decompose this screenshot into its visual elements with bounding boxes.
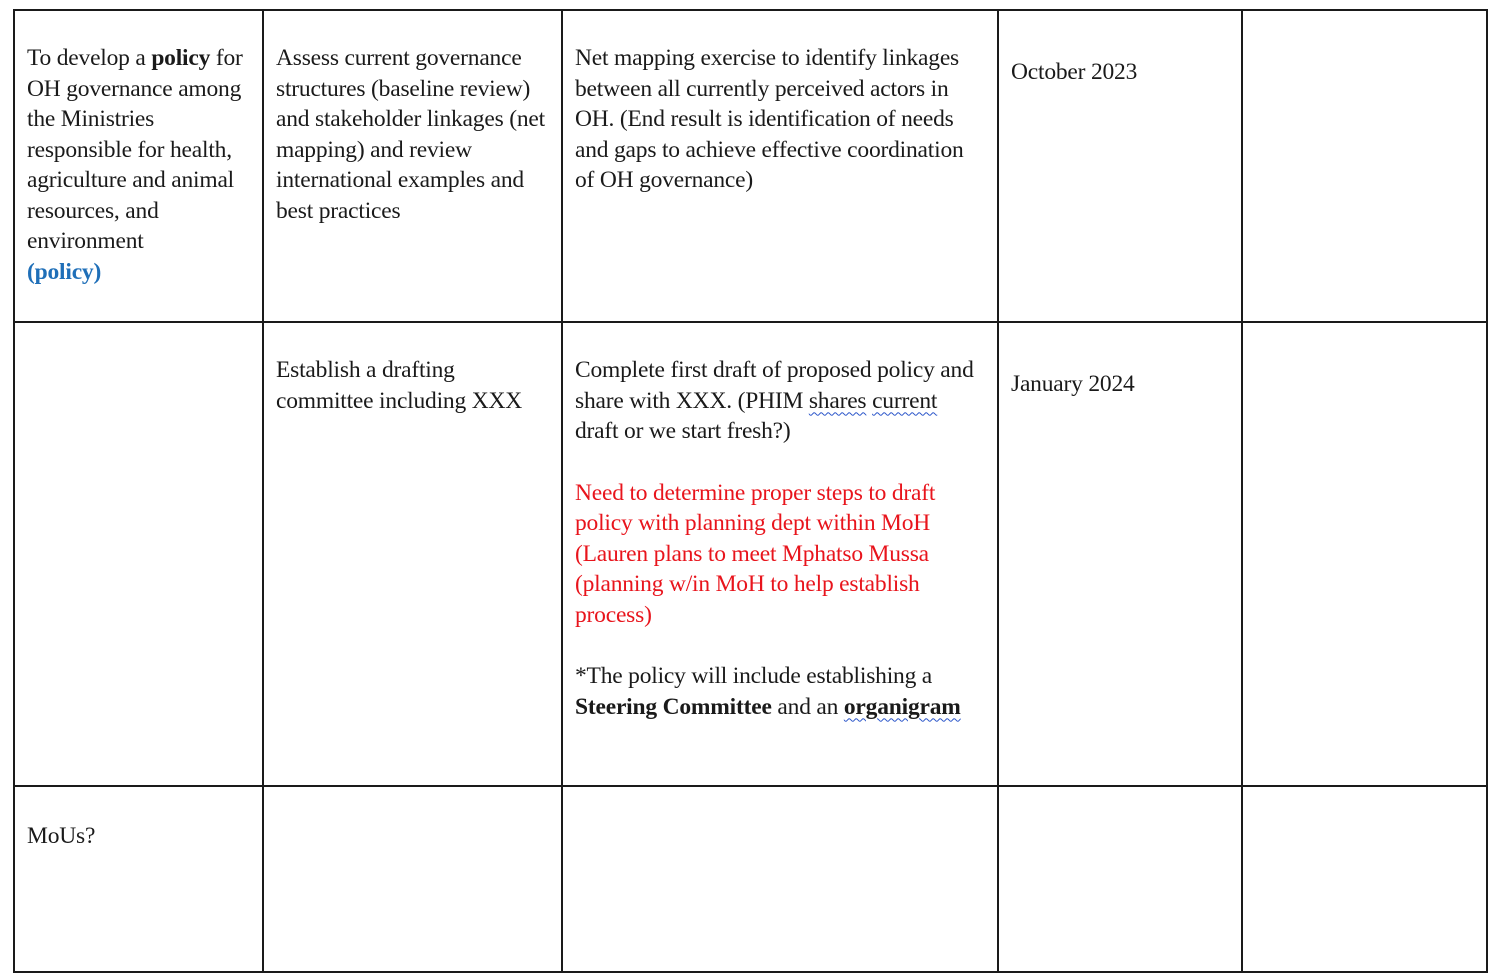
timeline-cell[interactable] xyxy=(998,10,1242,322)
output-cell[interactable] xyxy=(562,786,998,972)
timeline-cell[interactable] xyxy=(998,322,1242,786)
table-row xyxy=(14,786,1487,972)
output-cell[interactable] xyxy=(562,10,998,322)
workplan-table xyxy=(13,9,1488,973)
activity-text: Assess current governance structures (baseline review) and stakeholder linkages (net mapping) and review international examples and best practices xyxy=(276,45,545,224)
extra-cell[interactable] xyxy=(1242,322,1487,786)
objective-text: MoUs? xyxy=(27,823,96,849)
extra-cell[interactable] xyxy=(1242,786,1487,972)
activity-cell[interactable] xyxy=(263,10,562,322)
paragraph-spacer xyxy=(575,630,985,661)
objective-cell[interactable] xyxy=(14,786,263,972)
planning-note: Need to determine proper steps to draft policy with planning dept within MoH (Lauren plans to meet Mphatso Mussa (planning w/in MoH to help establish process) xyxy=(575,479,936,628)
activity-cell[interactable] xyxy=(263,786,562,972)
activity-cell[interactable] xyxy=(263,322,562,786)
output-text-rest: draft or we start fresh?) xyxy=(575,418,791,444)
steering-committee-term: Steering Committee xyxy=(575,693,772,720)
footnote-text-mid: and an xyxy=(771,693,844,720)
output-cell[interactable] xyxy=(562,322,998,786)
extra-cell[interactable] xyxy=(1242,10,1487,322)
objective-cell[interactable] xyxy=(14,10,263,322)
objective-cell[interactable] xyxy=(14,322,263,786)
table-row xyxy=(14,322,1487,786)
output-paragraph xyxy=(575,355,985,447)
spellcheck-word[interactable]: current xyxy=(872,387,938,414)
timeline-date: January 2024 xyxy=(1011,371,1135,397)
output-text: Complete first draft of proposed policy and share with XXX. (PHIM xyxy=(575,357,974,414)
timeline-date: October 2023 xyxy=(1011,59,1138,85)
policy-footnote xyxy=(575,661,985,722)
output-text: Net mapping exercise to identify linkages between all currently perceived actors in OH. (End result is identification of needs and gaps to achieve effective coordination of OH governance) xyxy=(575,45,964,193)
objective-tag: (policy) xyxy=(27,258,102,285)
objective-keyword: policy xyxy=(151,45,211,71)
spellcheck-word[interactable]: shares xyxy=(808,387,867,414)
paragraph-spacer xyxy=(575,447,985,478)
footnote-text: *The policy will include establishing a xyxy=(575,663,933,689)
table-row xyxy=(14,10,1487,322)
organigram-term[interactable]: organigram xyxy=(843,693,961,720)
activity-text: Establish a drafting committee including XXX xyxy=(276,357,523,414)
objective-text-rest: for OH governance among the Ministries responsible for health, agriculture and animal resources, and environment xyxy=(27,45,243,254)
objective-text: To develop a xyxy=(27,45,152,71)
timeline-cell[interactable] xyxy=(998,786,1242,972)
